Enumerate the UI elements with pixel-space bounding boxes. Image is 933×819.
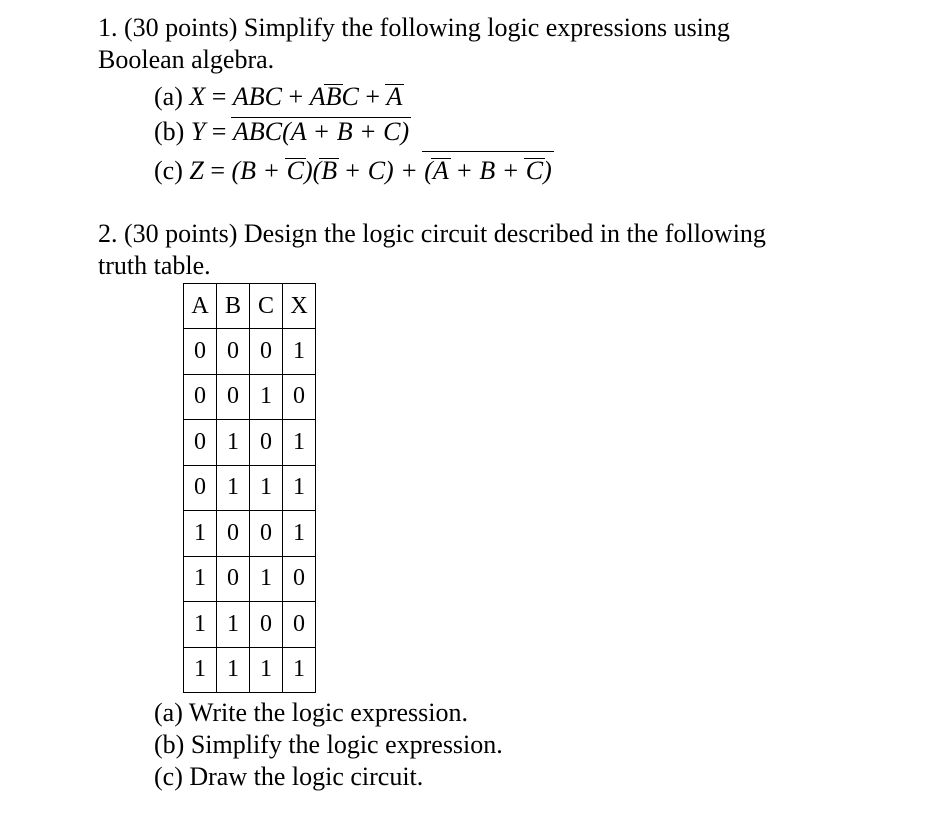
truth-table-header-row: [184, 284, 316, 329]
subquestion-a: (a) Write the logic expression.: [154, 698, 468, 727]
expression-c-factor-3-close: ): [543, 156, 552, 185]
expression-a-term-2-c: C: [341, 82, 359, 111]
expression-a-label: (a): [154, 82, 190, 111]
header-c: C: [250, 284, 283, 329]
table-cell: 0: [217, 374, 250, 420]
expression-c-factor-3-a-bar: A: [432, 156, 449, 185]
table-cell: 1: [283, 647, 316, 693]
table-cell: 1: [217, 602, 250, 648]
expression-b: [154, 116, 409, 148]
table-cell: 1: [250, 374, 283, 420]
table-cell: 0: [283, 556, 316, 602]
table-cell: 0: [250, 329, 283, 375]
expression-c-overbar-group: [424, 155, 552, 187]
subquestion-b: (b) Simplify the logic expression.: [154, 730, 503, 759]
header-x: X: [283, 284, 316, 329]
table-cell: 0: [184, 465, 217, 511]
expression-a-lhs: X: [189, 82, 206, 111]
expression-b-paren: (A + B + C): [282, 117, 410, 146]
table-row: [184, 511, 316, 557]
table-cell: 0: [184, 329, 217, 375]
table-cell: 0: [217, 511, 250, 557]
expression-c-factor-3-open: (: [424, 156, 433, 185]
expression-a-plus-2: +: [358, 82, 387, 111]
table-cell: 1: [250, 647, 283, 693]
table-row: [184, 465, 316, 511]
expression-c-factor-3-c-bar: C: [525, 156, 544, 185]
expression-c-lhs: Z: [189, 156, 204, 185]
table-row: [184, 647, 316, 693]
question-1-line-1: 1. (30 points) Simplify the following logic expressions using: [98, 13, 730, 42]
table-cell: 1: [217, 465, 250, 511]
expression-c-factor-2-rest: + C) +: [337, 156, 425, 185]
table-cell: 0: [217, 556, 250, 602]
table-cell: 1: [184, 556, 217, 602]
table-cell: 1: [283, 511, 316, 557]
table-cell: 0: [250, 511, 283, 557]
expression-a-term-2-a: A: [309, 82, 326, 111]
table-cell: 1: [283, 329, 316, 375]
expression-c-factor-1-close: )(: [303, 156, 322, 185]
header-a: A: [184, 284, 217, 329]
expression-b-lhs: Y: [190, 117, 206, 146]
expression-c-label: (c): [154, 156, 190, 185]
table-row: [184, 556, 316, 602]
table-cell: 1: [184, 511, 217, 557]
table-cell: 0: [184, 374, 217, 420]
table-row: [184, 374, 316, 420]
expression-b-equals: =: [205, 117, 233, 146]
table-row: [184, 602, 316, 648]
question-2-line-2: truth table.: [98, 251, 211, 280]
header-b: B: [217, 284, 250, 329]
expression-a-term-2-b-bar: B: [325, 82, 342, 111]
table-cell: 0: [283, 374, 316, 420]
expression-b-bar-part: ABC: [232, 117, 283, 146]
table-cell: 1: [184, 602, 217, 648]
expression-a-equals: =: [205, 82, 233, 111]
expression-a-plus-1: +: [282, 82, 310, 111]
expression-c-factor-1-open: (B +: [231, 156, 287, 185]
table-cell: 0: [283, 602, 316, 648]
expression-a: [154, 81, 402, 113]
expression-b-overbar-group: [233, 116, 409, 148]
table-row: [184, 329, 316, 375]
table-cell: 0: [184, 420, 217, 466]
expression-c-factor-2-bar: B: [321, 156, 338, 185]
question-1-text: [98, 12, 730, 76]
truth-table: [183, 283, 316, 693]
table-cell: 0: [250, 420, 283, 466]
expression-c: [154, 155, 552, 187]
table-row: [184, 420, 316, 466]
question-1-line-2: Boolean algebra.: [98, 45, 275, 74]
table-cell: 1: [217, 647, 250, 693]
table-cell: 1: [250, 465, 283, 511]
table-cell: 1: [184, 647, 217, 693]
subquestion-c: (c) Draw the logic circuit.: [154, 762, 424, 791]
table-cell: 1: [283, 465, 316, 511]
question-2-line-1: 2. (30 points) Design the logic circuit described in the following: [98, 219, 766, 248]
table-cell: 1: [217, 420, 250, 466]
expression-c-factor-3-mid: + B +: [448, 156, 526, 185]
expression-a-term-3-bar: A: [386, 82, 403, 111]
table-cell: 1: [250, 556, 283, 602]
expression-a-term-1: ABC: [232, 82, 283, 111]
expression-c-equals: =: [203, 156, 232, 185]
table-cell: 1: [283, 420, 316, 466]
table-cell: 0: [217, 329, 250, 375]
expression-b-label: (b): [154, 117, 191, 146]
table-cell: 0: [250, 602, 283, 648]
expression-c-factor-1-bar: C: [286, 156, 304, 185]
question-2-text: [98, 218, 766, 282]
